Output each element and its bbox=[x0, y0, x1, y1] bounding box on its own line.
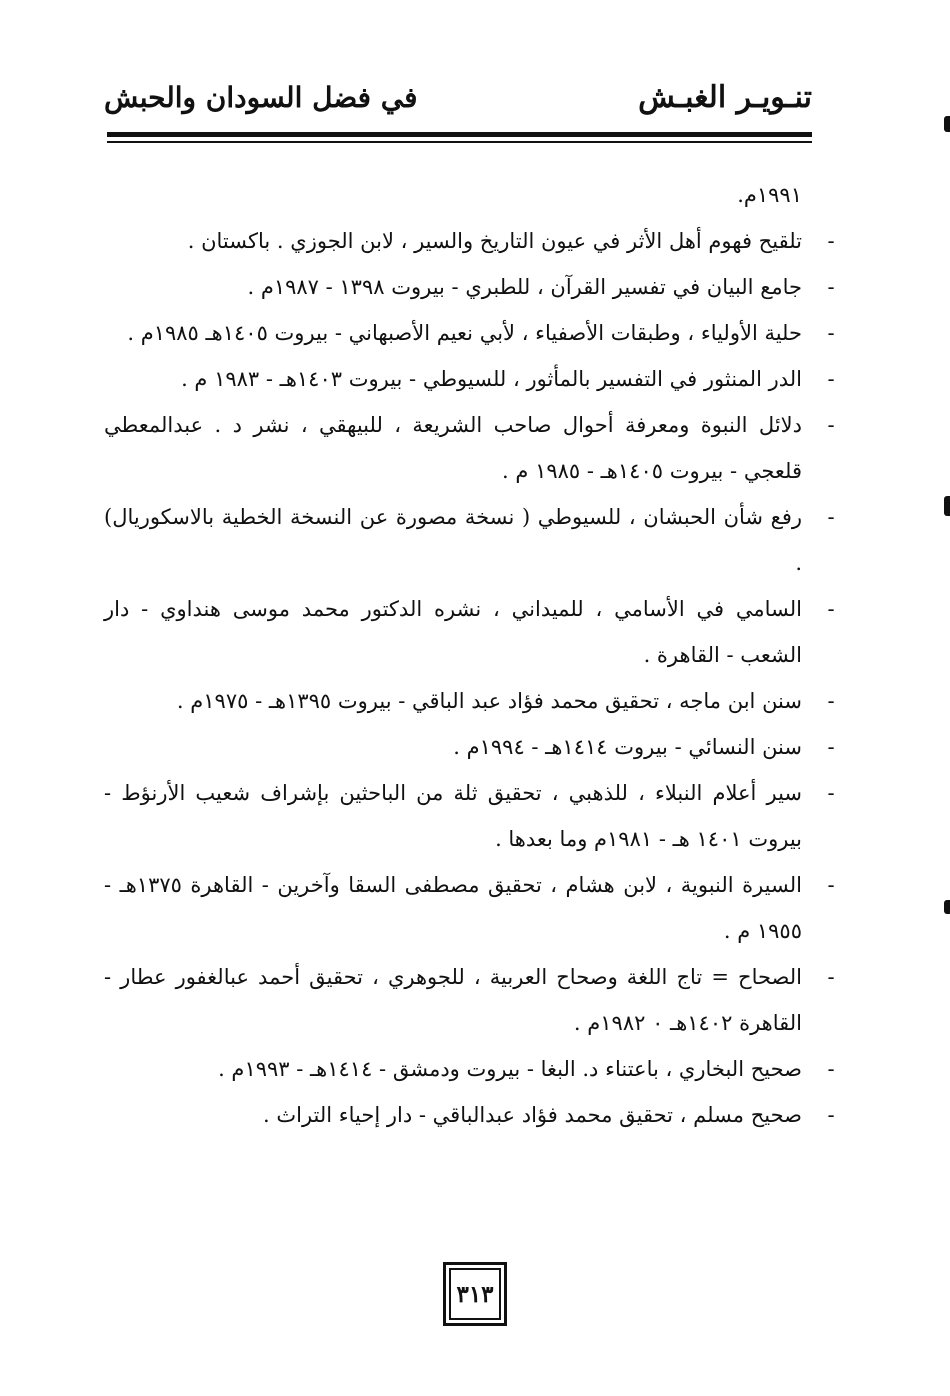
entry-text: تلقيح فهوم أهل الأثر في عيون التاريخ والسير ، لابن الجوزي . باكستان . bbox=[187, 229, 802, 253]
entry-dash: - bbox=[827, 689, 835, 713]
scan-edge-mark bbox=[944, 116, 950, 132]
header-rule-thin bbox=[107, 141, 812, 143]
entry-dash: - bbox=[827, 229, 835, 253]
continued-line: ١٩٩١م. bbox=[737, 183, 802, 207]
bibliography-entry bbox=[104, 724, 835, 770]
entry-dash: - bbox=[827, 367, 835, 391]
entry-dash: - bbox=[827, 1057, 835, 1081]
entry-text: حلية الأولياء ، وطبقات الأصفياء ، لأبي نعيم الأصبهاني - بيروت ١٤٠٥هـ ١٩٨٥م . bbox=[127, 321, 802, 345]
entry-text: جامع البيان في تفسير القرآن ، للطبري - بيروت ١٣٩٨ - ١٩٨٧م . bbox=[247, 275, 802, 299]
entry-text: صحيح البخاري ، باعتناء د. البغا - بيروت ودمشق - ١٤١٤هـ - ١٩٩٣م . bbox=[218, 1057, 802, 1081]
bibliography-entry bbox=[104, 264, 835, 310]
entry-text: سنن النسائي - بيروت ١٤١٤هـ - ١٩٩٤م . bbox=[453, 735, 802, 759]
page-header bbox=[104, 78, 812, 122]
entry-text: السامي في الأسامي ، للميداني ، نشره الدكتور محمد موسى هنداوي - دار الشعب - القاهرة . bbox=[104, 597, 802, 667]
bibliography-entry bbox=[104, 586, 835, 678]
entry-text: سير أعلام النبلاء ، للذهبي ، تحقيق ثلة من الباحثين بإشراف شعيب الأرنؤط - بيروت ١٤٠١ هـ - ١٩٨١م وما بعدها . bbox=[104, 781, 802, 851]
entry-text: سنن ابن ماجه ، تحقيق محمد فؤاد عبد الباقي - بيروت ١٣٩٥هـ - ١٩٧٥م . bbox=[176, 689, 802, 713]
entry-dash: - bbox=[827, 321, 835, 345]
page-number-frame bbox=[443, 1262, 507, 1326]
bibliography-entry bbox=[104, 862, 835, 954]
bibliography-entry bbox=[104, 218, 835, 264]
bibliography-entry bbox=[104, 402, 835, 494]
entry-text: السيرة النبوية ، لابن هشام ، تحقيق مصطفى السقا وآخرين - القاهرة ١٣٧٥هـ - ١٩٥٥ م . bbox=[104, 873, 802, 943]
entry-text: صحيح مسلم ، تحقيق محمد فؤاد عبدالباقي - دار إحياء التراث . bbox=[263, 1103, 802, 1127]
bibliography-entry bbox=[104, 356, 835, 402]
entry-dash: - bbox=[827, 735, 835, 759]
entry-dash: - bbox=[827, 965, 835, 989]
bibliography-entry bbox=[104, 494, 835, 586]
header-rule-thick bbox=[107, 132, 812, 137]
entry-text: الدر المنثور في التفسير بالمأثور ، للسيوطي - بيروت ١٤٠٣هـ - ١٩٨٣ م . bbox=[181, 367, 802, 391]
bibliography-entry bbox=[104, 1092, 835, 1138]
bibliography-entry bbox=[104, 310, 835, 356]
entry-text: رفع شأن الحبشان ، للسيوطي ( نسخة مصورة عن النسخة الخطية بالاسكوريال) . bbox=[104, 505, 802, 575]
page-number: ٣١٣ bbox=[449, 1268, 501, 1320]
bibliography-entry bbox=[104, 678, 835, 724]
scan-edge-mark bbox=[944, 900, 950, 914]
bibliography-list bbox=[104, 218, 835, 1138]
bibliography-body bbox=[104, 172, 835, 1138]
entry-dash: - bbox=[827, 873, 835, 897]
page-header-title: تنـويـر الغبـش bbox=[638, 80, 812, 115]
bibliography-entry bbox=[104, 1046, 835, 1092]
entry-dash: - bbox=[827, 1103, 835, 1127]
bibliography-entry bbox=[104, 770, 835, 862]
entry-dash: - bbox=[827, 781, 835, 805]
entry-dash: - bbox=[827, 413, 835, 437]
entry-dash: - bbox=[827, 505, 835, 529]
entry-text: دلائل النبوة ومعرفة أحوال صاحب الشريعة ، للبيهقي ، نشر د . عبدالمعطي قلعجي - بيروت ١٤٠٥هـ - ١٩٨٥ م . bbox=[104, 413, 802, 483]
entry-dash: - bbox=[827, 275, 835, 299]
page-header-subtitle: في فضل السودان والحبش bbox=[104, 81, 418, 114]
bibliography-entry bbox=[104, 954, 835, 1046]
entry-dash: - bbox=[827, 597, 835, 621]
entry-text: الصحاح = تاج اللغة وصحاح العربية ، للجوهري ، تحقيق أحمد عبالغفور عطار - القاهرة ١٤٠٢هـ ٠ ١٩٨٢م . bbox=[104, 965, 802, 1035]
scan-edge-mark bbox=[944, 496, 950, 516]
